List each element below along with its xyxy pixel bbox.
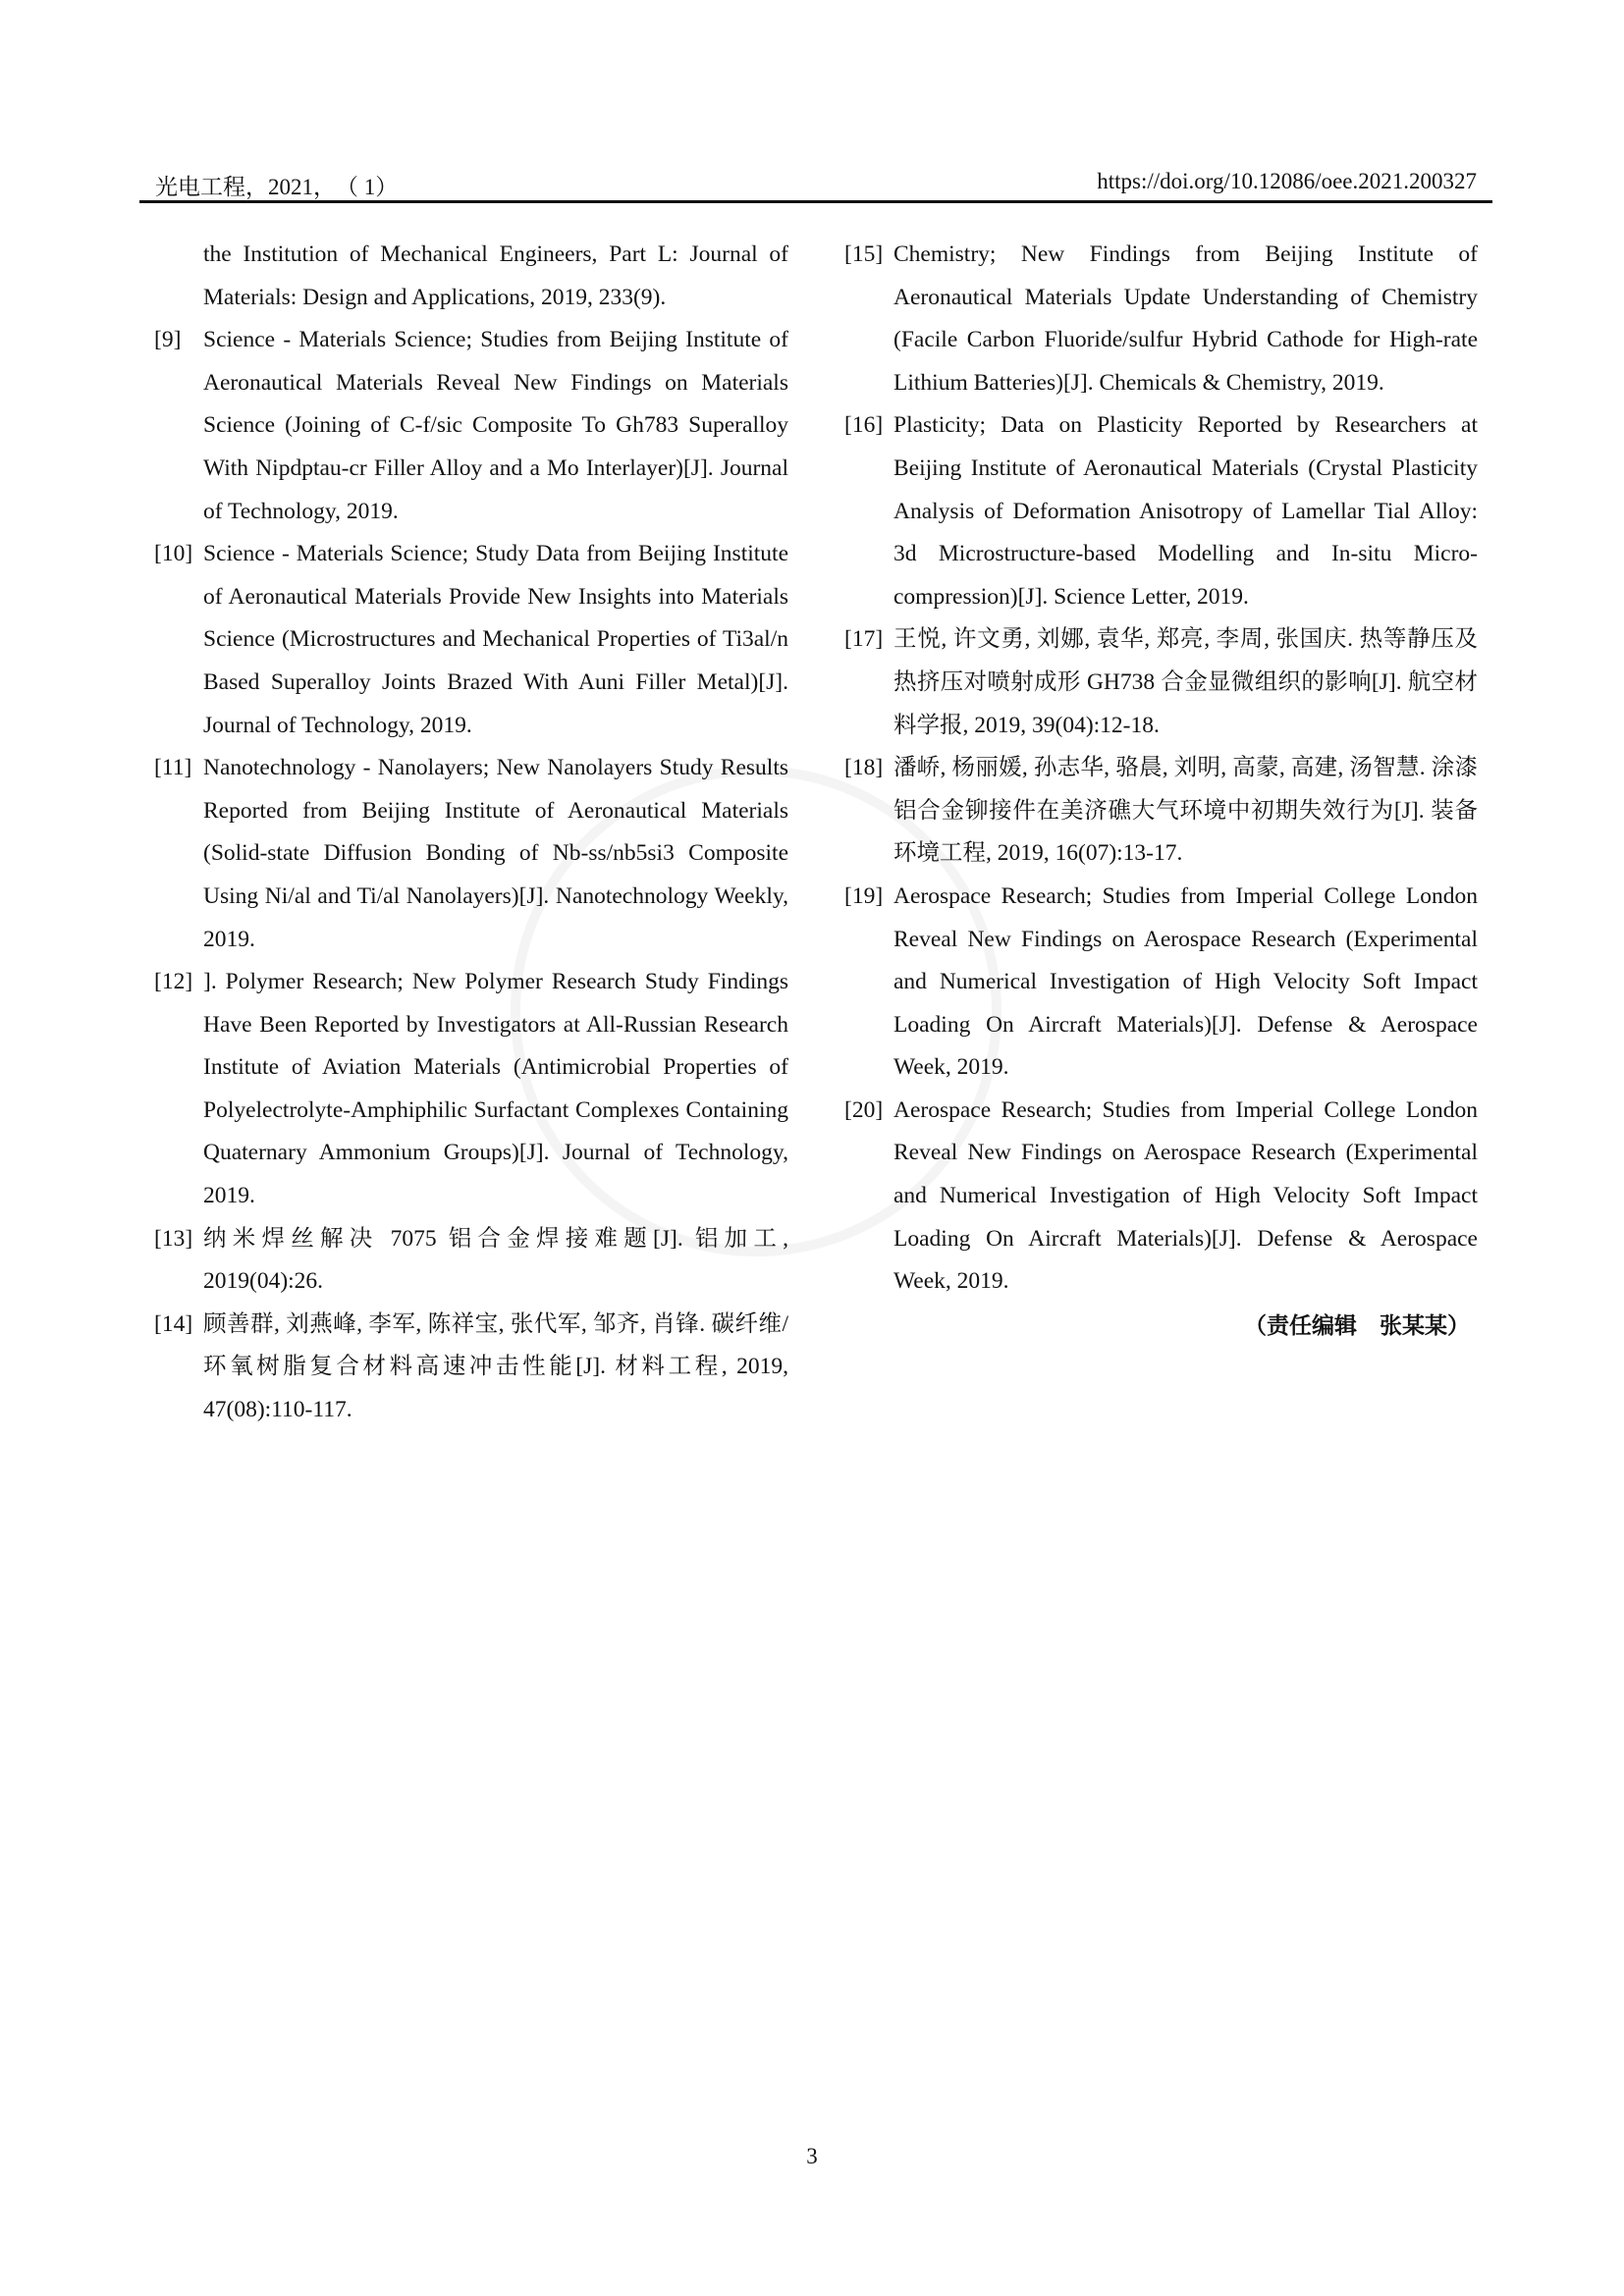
reference-item — [154, 1304, 788, 1432]
journal-header: 光电工程，2021， （ 1） — [155, 175, 399, 199]
reference-item — [154, 533, 788, 747]
reference-text: 潘峤, 杨丽媛, 孙志华, 骆晨, 刘明, 高蒙, 高建, 汤智慧. 涂漆铝合金铆接件在美济礁大气环境中初期失效行为[J]. 装备环境工程, 2019, 16(07):13-17. — [893, 755, 1478, 867]
reference-label: [11] — [154, 755, 192, 781]
doi-link[interactable]: https://doi.org/10.12086/oee.2021.200327 — [1097, 169, 1477, 193]
reference-label: [13] — [154, 1225, 193, 1252]
reference-text: Chemistry; New Findings from Beijing Institute of Aeronautical Materials Update Understanding of Chemistry (Facile Carbon Fluoride/sulfur Hybrid Cathode for High-rate Lithium Batteries)[J]. Chemicals & Chemistry, 2019. — [893, 241, 1478, 396]
reference-label: [10] — [154, 541, 193, 567]
reference-label: [20] — [844, 1096, 884, 1123]
reference-item — [844, 876, 1478, 1090]
reference-label: [17] — [844, 626, 884, 653]
right-column — [844, 234, 1478, 1348]
reference-item — [154, 747, 788, 961]
reference-item — [154, 1218, 788, 1304]
reference-text: Science - Materials Science; Studies from Beijing Institute of Aeronautical Materials Reveal New Findings on Materials Science (Joining of C-f/sic Composite To Gh783 Superalloy With Nipdptau-cr Filler Alloy and a Mo Interlayer)[J]. Journal of Technology, 2019. — [203, 327, 788, 524]
reference-continuation: the Institution of Mechanical Engineers, Part L: Journal of Materials: Design and Applications, 2019, 233(9). — [203, 241, 788, 310]
reference-text: 顾善群, 刘燕峰, 李军, 陈祥宝, 张代军, 邹齐, 肖锋. 碳纤维/环氧树脂复合材料高速冲击性能[J]. 材料工程, 2019, 47(08):110-117. — [203, 1310, 788, 1423]
reference-label: [9] — [154, 327, 182, 353]
reference-text: Aerospace Research; Studies from Imperial College London Reveal New Findings on Aerospace Research (Experimental and Numerical Investigation of High Velocity Soft Impact Loading On Aircraft Materials)[J]. Defense & Aerospace Week, 2019. — [893, 882, 1478, 1081]
reference-label: [15] — [844, 241, 884, 267]
reference-item — [154, 319, 788, 533]
reference-item — [844, 404, 1478, 618]
page-number: 3 — [806, 2144, 818, 2168]
reference-item — [844, 1090, 1478, 1304]
reference-label: [14] — [154, 1310, 193, 1337]
reference-label: [18] — [844, 755, 884, 781]
reference-item — [844, 618, 1478, 747]
reference-text: ]. Polymer Research; New Polymer Research Study Findings Have Been Reported by Investigators at All-Russian Research Institute of Aviation Materials (Antimicrobial Properties of Polyelectrolyte-Amphiphilic Surfactant Complexes Containing Quaternary Ammonium Groups)[J]. Journal of Technology, 2019. — [203, 969, 788, 1209]
reference-label: [12] — [154, 969, 193, 995]
header-rule — [139, 200, 1492, 203]
reference-text: Aerospace Research; Studies from Imperial College London Reveal New Findings on Aerospace Research (Experimental and Numerical Investigation of High Velocity Soft Impact Loading On Aircraft Materials)[J]. Defense & Aerospace Week, 2019. — [893, 1096, 1478, 1295]
responsible-editor: （责任编辑 张某某） — [1244, 1312, 1470, 1339]
reference-label: [16] — [844, 412, 884, 439]
left-column — [154, 234, 788, 1432]
reference-text: Science - Materials Science; Study Data from Beijing Institute of Aeronautical Materials Provide New Insights into Materials Science (Microstructures and Mechanical Properties of Ti3al/n Based Superalloy Joints Brazed With Auni Filler Metal)[J]. Journal of Technology, 2019. — [203, 541, 788, 738]
reference-text: Plasticity; Data on Plasticity Reported by Researchers at Beijing Institute of Aeronautical Materials (Crystal Plasticity Analysis of Deformation Anisotropy of Lamellar Tial Alloy: 3d Microstructure-based Modelling and In-situ Micro-compression)[J]. Science Letter, 2019. — [893, 412, 1478, 610]
reference-item — [844, 234, 1478, 404]
reference-text: Nanotechnology - Nanolayers; New Nanolayers Study Results Reported from Beijing Institute of Aeronautical Materials (Solid-state Diffusion Bonding of Nb-ss/nb5si3 Composite Using Ni/al and Ti/al Nanolayers)[J]. Nanotechnology Weekly, 2019. — [203, 755, 788, 952]
reference-label: [19] — [844, 882, 884, 909]
reference-text: 王悦, 许文勇, 刘娜, 袁华, 郑亮, 李周, 张国庆. 热等静压及热挤压对喷射成形 GH738 合金显微组织的影响[J]. 航空材料学报, 2019, 39(04):12-18. — [893, 626, 1478, 738]
reference-text: 纳米焊丝解决 7075 铝合金焊接难题[J]. 铝加工, 2019(04):26. — [203, 1225, 788, 1295]
reference-item — [154, 961, 788, 1218]
reference-item — [844, 747, 1478, 876]
